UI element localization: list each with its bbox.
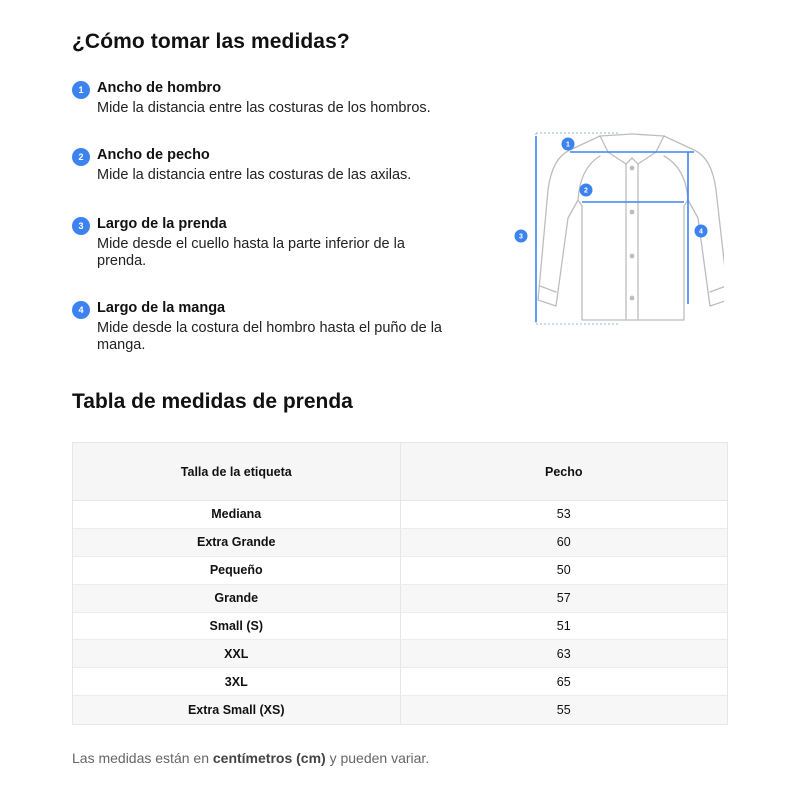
diagram-marker-1: 1 — [566, 141, 570, 149]
size-label-cell: Small (S) — [209, 619, 263, 633]
diagram-marker-3: 3 — [519, 233, 523, 241]
diagram-marker-4: 4 — [699, 228, 703, 236]
step-description: Mide la distancia entre las costuras de las axilas. — [97, 167, 412, 183]
chest-value-cell: 65 — [400, 668, 728, 695]
step-title: Largo de la prenda — [97, 216, 227, 232]
step-description: Mide la distancia entre las costuras de los hombros. — [97, 100, 431, 116]
step-title: Ancho de pecho — [97, 147, 210, 163]
units-note — [72, 750, 429, 766]
units-note-suffix: y pueden variar. — [325, 750, 430, 766]
units-note-prefix: Las medidas están en — [72, 750, 213, 766]
step-number-badge: 3 — [72, 217, 90, 235]
table-header-row — [73, 443, 727, 501]
step-title: Largo de la manga — [97, 300, 226, 316]
size-table-title: Tabla de medidas de prenda — [72, 390, 353, 413]
chest-value-cell: 63 — [400, 640, 728, 667]
table-row — [73, 668, 727, 696]
step-title: Ancho de hombro — [97, 80, 222, 96]
size-table — [72, 442, 728, 725]
size-label-cell: Grande — [214, 591, 259, 606]
size-label-cell: XXL — [224, 646, 249, 661]
step-description: Mide desde el cuello hasta la parte inferior de la prenda. — [97, 236, 405, 269]
table-row — [73, 501, 727, 529]
size-label-cell: Extra Grande — [196, 535, 276, 550]
table-row — [73, 557, 727, 585]
size-label-cell: Mediana — [211, 507, 262, 522]
chest-value-cell: 50 — [400, 557, 728, 584]
shirt-measurement-diagram-icon — [508, 128, 724, 328]
table-row — [73, 529, 727, 557]
table-row — [73, 585, 727, 613]
units-note-unit: centímetros (cm) — [212, 750, 326, 766]
step-number-badge: 2 — [72, 148, 90, 166]
chest-value-cell: 51 — [400, 613, 728, 640]
size-label-cell: Extra Small (XS) — [187, 703, 285, 718]
chest-value-cell: 55 — [400, 696, 728, 724]
header-chest: Pecho — [400, 443, 728, 500]
diagram-marker-2: 2 — [584, 187, 588, 195]
chest-value-cell: 60 — [400, 529, 728, 556]
step-number-badge: 1 — [72, 81, 90, 99]
step-number-badge: 4 — [72, 301, 90, 319]
header-size-label: Talla de la etiqueta — [180, 464, 292, 479]
table-row — [73, 640, 727, 668]
measure-title: ¿Cómo tomar las medidas? — [72, 30, 350, 53]
chest-value-cell: 57 — [400, 585, 728, 612]
step-description: Mide desde la costura del hombro hasta el puño de la manga. — [97, 320, 442, 353]
size-label-cell: Pequeño — [209, 563, 263, 578]
table-row — [73, 613, 727, 641]
chest-value-cell: 53 — [400, 501, 728, 528]
size-label-cell: 3XL — [224, 674, 248, 689]
table-row — [73, 696, 727, 724]
